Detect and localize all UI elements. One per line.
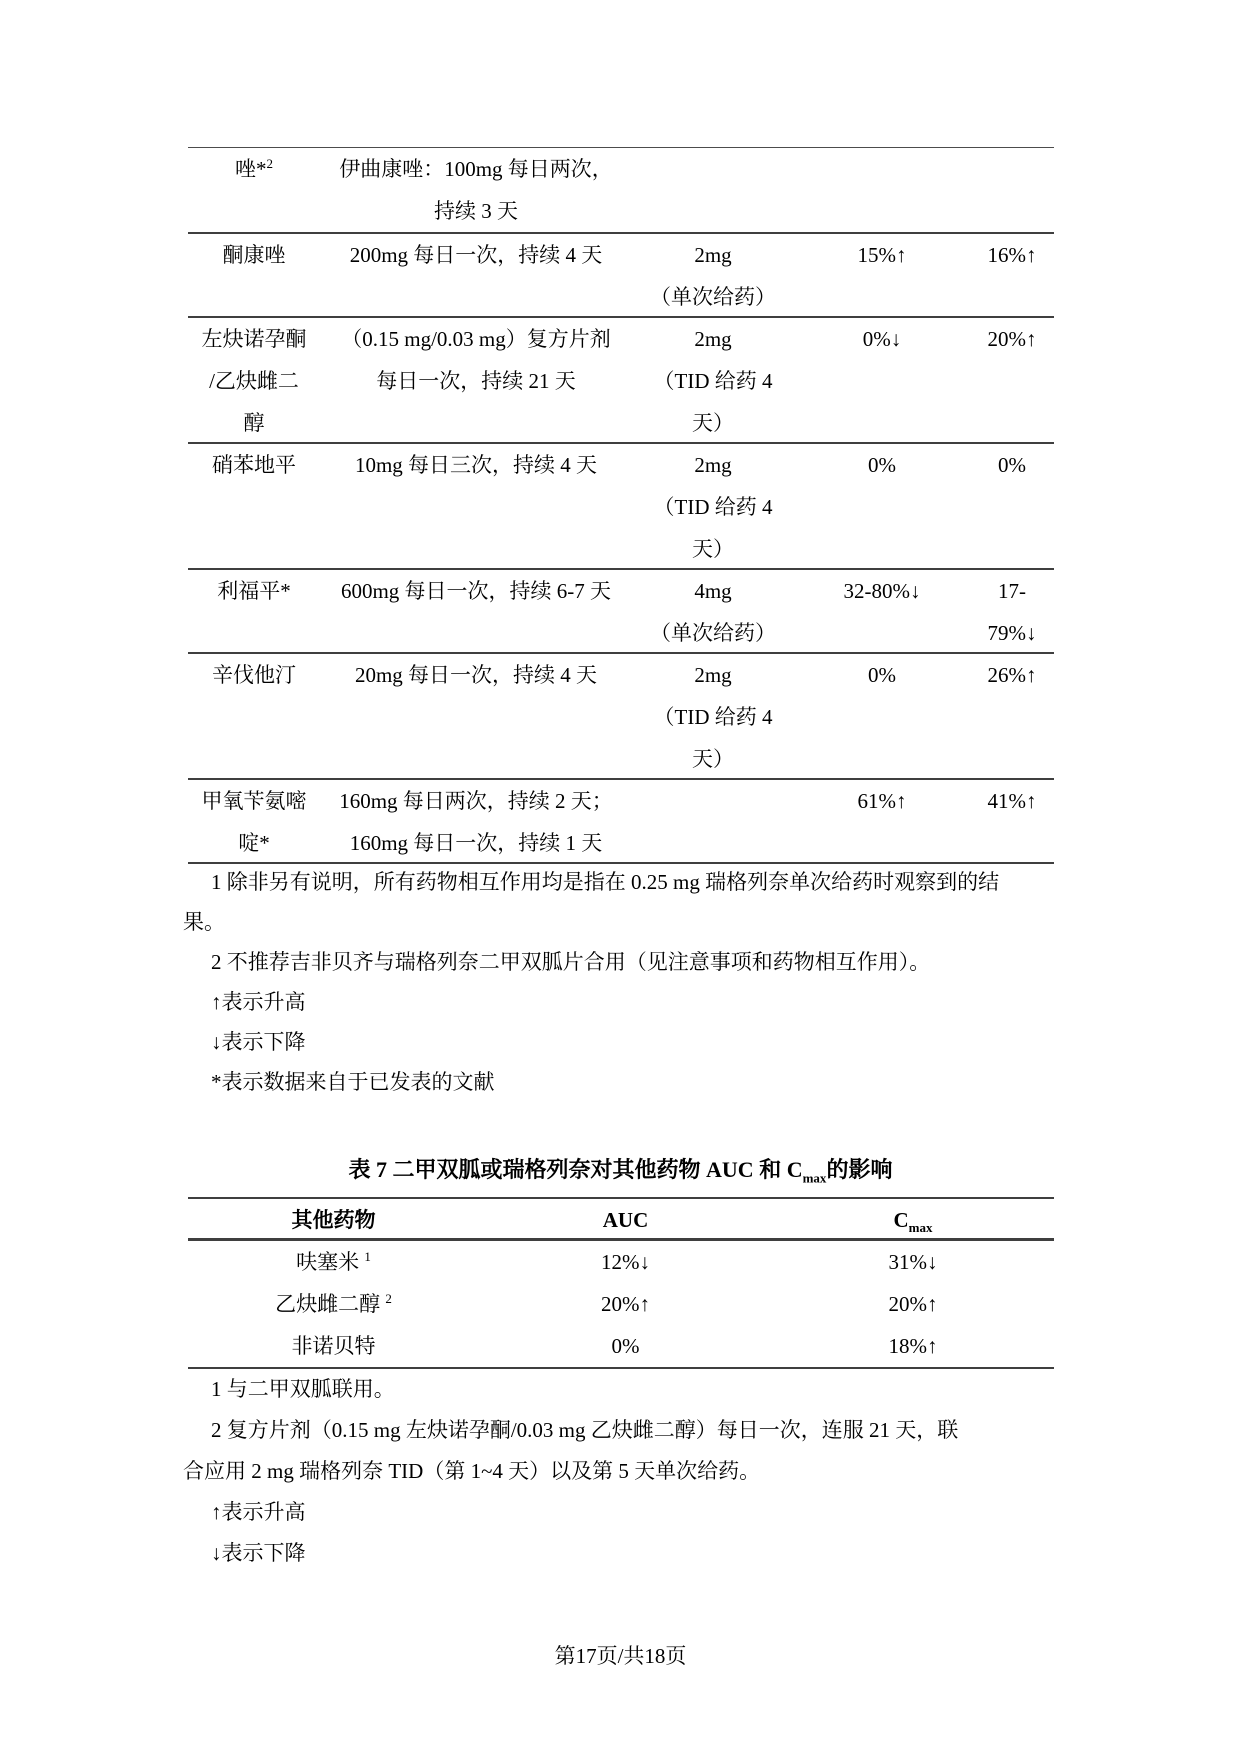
table-cell-line: $C_{max}$ bbox=[893, 1208, 933, 1236]
footnote-line: 1 与二甲双胍联用。 bbox=[211, 1377, 395, 1401]
cmax-change-cell bbox=[970, 318, 1054, 360]
table-row bbox=[188, 1325, 1054, 1367]
auc-change-cell bbox=[794, 318, 970, 360]
table-row bbox=[188, 148, 1054, 232]
table-cell-line: 41%↑ bbox=[987, 789, 1037, 813]
table-cell-line: 12%↓ bbox=[601, 1250, 650, 1274]
table-cell-line: AUC bbox=[602, 1208, 649, 1232]
table-row bbox=[188, 1283, 1054, 1325]
table-cell-line: 0% bbox=[868, 453, 896, 477]
table-row bbox=[188, 232, 1054, 316]
table-cell-line: 伊曲康唑：100mg 每日两次， bbox=[339, 157, 613, 181]
footnote-line: 1 除非另有说明，所有药物相互作用均是指在 0.25 mg 瑞格列奈单次给药时观察到的结 bbox=[211, 870, 1000, 894]
cmax-cell bbox=[772, 1241, 1054, 1283]
auc-change-cell bbox=[794, 444, 970, 486]
table7-title-text: 表 7 二甲双胍或瑞格列奈对其他药物 AUC 和 C bbox=[348, 1157, 803, 1182]
table-cell-line: 160mg 每日两次，持续 2 天； bbox=[339, 789, 613, 813]
table-cell-line: 20%↑ bbox=[888, 1292, 938, 1316]
table7-title-subscript: max bbox=[802, 1170, 827, 1186]
footnote-line: ↓表示下降 bbox=[211, 1541, 306, 1565]
table-cell-line: 17- bbox=[998, 579, 1026, 603]
footnote-line: ↓表示下降 bbox=[211, 1030, 306, 1054]
drug-name-cell bbox=[188, 318, 320, 444]
table-cell-line: 天） bbox=[692, 747, 734, 771]
repaglinide-dose-cell bbox=[632, 444, 794, 570]
cmax-cell bbox=[772, 1283, 1054, 1325]
cmax-change-cell bbox=[970, 780, 1054, 822]
table-cell-line: 20%↑ bbox=[987, 327, 1037, 351]
table-cell-line: 0% bbox=[611, 1334, 640, 1358]
repaglinide-dose-cell bbox=[632, 570, 794, 654]
table-cell-line: 600mg 每日一次，持续 6-7 天 bbox=[340, 579, 612, 603]
drug-name-cell bbox=[188, 570, 320, 612]
table-cell-line: 0% bbox=[998, 453, 1026, 477]
cmax-cell bbox=[772, 1199, 1054, 1241]
table-cell-line: 2mg bbox=[694, 327, 732, 351]
table-cell-line: 32-80%↓ bbox=[843, 579, 921, 603]
table-cell-line: 2mg bbox=[694, 453, 732, 477]
table-cell-line: 左炔诺孕酮 bbox=[201, 327, 307, 351]
table-cell-line: 4mg bbox=[694, 579, 732, 603]
table-cell-line: 甲氧苄氨嘧 bbox=[201, 789, 307, 813]
table-cell-line: 每日一次，持续 21 天 bbox=[376, 369, 576, 393]
table-cell-line: 20%↑ bbox=[601, 1292, 650, 1316]
table-cell-line: 10mg 每日三次，持续 4 天 bbox=[354, 453, 598, 477]
footnote-line: 2 复方片剂（0.15 mg 左炔诺孕酮/0.03 mg 乙炔雌二醇）每日一次，连服 21 天，联 bbox=[211, 1418, 959, 1442]
table-cell-line: 0%↓ bbox=[862, 327, 902, 351]
table-cell-line: 啶* bbox=[238, 831, 270, 855]
table-cell-line: （TID 给药 4 bbox=[653, 705, 773, 729]
table-cell-line: 2mg bbox=[694, 663, 732, 687]
cmax-change-cell bbox=[970, 234, 1054, 276]
table-cell-line: 辛伐他汀 bbox=[212, 663, 296, 687]
table-cell-line: 31%↓ bbox=[888, 1250, 938, 1274]
auc-cell bbox=[479, 1283, 772, 1325]
drug-name-cell bbox=[188, 654, 320, 696]
footnote-line: 果。 bbox=[183, 910, 225, 934]
dose-regimen-cell bbox=[320, 318, 632, 402]
table-cell-line: 160mg 每日一次，持续 1 天 bbox=[349, 831, 603, 855]
auc-cmax-table-footnotes bbox=[183, 1369, 1063, 1574]
table-cell-line: 其他药物 bbox=[291, 1208, 376, 1232]
table-cell-line: 持续 3 天 bbox=[434, 199, 518, 223]
table-row bbox=[188, 316, 1054, 442]
table-header-row bbox=[188, 1199, 1054, 1241]
table-cell-line: 乙炔雌二醇 $^2$ bbox=[275, 1291, 392, 1316]
table-cell-line: 硝苯地平 bbox=[212, 453, 296, 477]
table-cell-line: 天） bbox=[692, 411, 734, 435]
table-cell-line: 15%↑ bbox=[857, 243, 907, 267]
footnote-line: *表示数据来自于已发表的文献 bbox=[211, 1070, 495, 1094]
auc-change-cell bbox=[794, 780, 970, 822]
table-cell-line: /乙炔雌二 bbox=[209, 369, 299, 393]
auc-cmax-table bbox=[188, 1197, 1054, 1369]
footnote-line: ↑表示升高 bbox=[211, 990, 306, 1014]
table-cell-line: 酮康唑 bbox=[222, 243, 286, 267]
auc-change-cell bbox=[794, 570, 970, 612]
repaglinide-dose-cell bbox=[632, 654, 794, 780]
drug-name-cell bbox=[188, 234, 320, 276]
dose-regimen-cell bbox=[320, 780, 632, 864]
other-drug-cell bbox=[188, 1199, 479, 1241]
dose-regimen-cell bbox=[320, 148, 632, 232]
cmax-cell bbox=[772, 1325, 1054, 1367]
drug-interaction-table bbox=[188, 147, 1054, 864]
auc-change-cell bbox=[794, 654, 970, 696]
drug-name-cell bbox=[188, 148, 320, 190]
table-cell-line: 61%↑ bbox=[857, 789, 907, 813]
footnote-line: 合应用 2 mg 瑞格列奈 TID（第 1~4 天）以及第 5 天单次给药。 bbox=[183, 1459, 761, 1483]
drug-name-cell bbox=[188, 780, 320, 864]
dose-regimen-cell bbox=[320, 570, 632, 612]
table-cell-line: 呋塞米 $^1$ bbox=[296, 1249, 371, 1274]
cmax-change-cell bbox=[970, 570, 1054, 654]
table7-title-suffix: 的影响 bbox=[826, 1157, 893, 1182]
interaction-table-footnotes bbox=[183, 862, 1063, 1102]
auc-change-cell bbox=[794, 234, 970, 276]
repaglinide-dose-cell bbox=[632, 318, 794, 444]
auc-cell bbox=[479, 1325, 772, 1367]
table-cell-line: 20mg 每日一次，持续 4 天 bbox=[354, 663, 598, 687]
table-cell-line: 26%↑ bbox=[987, 663, 1037, 687]
table-cell-line: 2mg bbox=[694, 243, 732, 267]
table-row bbox=[188, 1241, 1054, 1283]
table-cell-line: （TID 给药 4 bbox=[653, 369, 773, 393]
table-cell-line: （0.15 mg/0.03 mg）复方片剂 bbox=[341, 327, 611, 351]
table-cell-line: 利福平* bbox=[217, 579, 291, 603]
repaglinide-dose-cell bbox=[632, 234, 794, 318]
dose-regimen-cell bbox=[320, 234, 632, 276]
cmax-change-cell bbox=[970, 654, 1054, 696]
other-drug-cell bbox=[188, 1325, 479, 1367]
table-row bbox=[188, 652, 1054, 778]
table-row bbox=[188, 442, 1054, 568]
auc-cell bbox=[479, 1199, 772, 1241]
table-cell-line: 天） bbox=[692, 537, 734, 561]
page-footer: 第17页/共18页 bbox=[554, 1644, 687, 1668]
table7-title bbox=[0, 1148, 1241, 1192]
table-cell-line: 唑*$^2$ bbox=[235, 156, 273, 181]
footnote-line: 2 不推荐吉非贝齐与瑞格列奈二甲双胍片合用（见注意事项和药物相互作用）。 bbox=[211, 950, 931, 974]
dose-regimen-cell bbox=[320, 444, 632, 486]
table-cell-line: （TID 给药 4 bbox=[653, 495, 773, 519]
table-cell-line: 18%↑ bbox=[888, 1334, 938, 1358]
auc-cell bbox=[479, 1241, 772, 1283]
table-cell-line: 非诺贝特 bbox=[291, 1334, 376, 1358]
table-row bbox=[188, 778, 1054, 862]
other-drug-cell bbox=[188, 1283, 479, 1325]
footnote-line: ↑表示升高 bbox=[211, 1500, 306, 1524]
cmax-change-cell bbox=[970, 444, 1054, 486]
drug-name-cell bbox=[188, 444, 320, 486]
table-cell-line: 16%↑ bbox=[987, 243, 1037, 267]
dose-regimen-cell bbox=[320, 654, 632, 696]
other-drug-cell bbox=[188, 1241, 479, 1283]
table-cell-line: 0% bbox=[868, 663, 896, 687]
table-cell-line: 200mg 每日一次，持续 4 天 bbox=[349, 243, 603, 267]
table-row bbox=[188, 568, 1054, 652]
table-cell-line: （单次给药） bbox=[650, 621, 776, 645]
table-cell-line: 醇 bbox=[243, 411, 265, 435]
table-cell-line: （单次给药） bbox=[650, 285, 776, 309]
table-cell-line: 79%↓ bbox=[987, 621, 1037, 645]
